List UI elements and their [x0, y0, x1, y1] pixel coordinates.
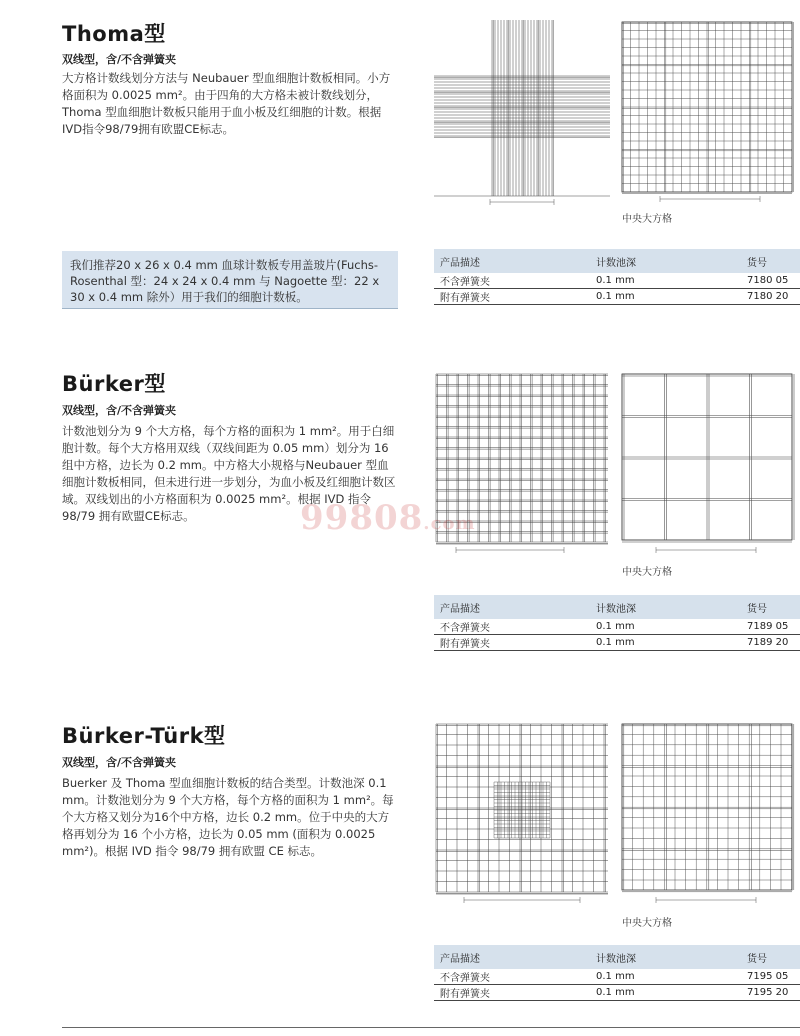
section-description: Buerker 及 Thoma 型血细胞计数板的结合类型。计数池深 0.1 mm。计数池划分为 9 个大方格，每个方格的面积为 1 mm²。每个大方格又划分为16个中方格，边长 0.2 mm。位于中央的大方格再划分为 16 个小方格，边长为 0.05 mm (面积为 0.0025 mm²)。根据 IVD 指令 98/79 拥有欧盟 CE 标志。: [62, 776, 394, 858]
table-row: [434, 289, 800, 305]
table-header-row: [434, 595, 800, 619]
table-row: [434, 619, 800, 635]
cell-depth: 0.1 mm: [590, 969, 741, 985]
section-description: 大方格计数线划分方法与 Neubauer 型血细胞计数板相同。小方格面积为 0.0025 mm²。由于四角的大方格未被计数线划分，Thoma 型血细胞计数板只能用于血小板及红细胞的计数。根据IVD指令98/79拥有欧盟CE标志。: [62, 71, 391, 136]
cell-item-number: 7195 20: [741, 985, 800, 1001]
col-header-item-number: 货号: [741, 945, 800, 969]
col-header-depth: 计数池深: [590, 945, 741, 969]
product-table: [434, 249, 800, 305]
cell-depth: 0.1 mm: [590, 273, 741, 289]
cell-item-number: 7180 20: [741, 289, 800, 305]
table-row: [434, 969, 800, 985]
table-header-row: [434, 249, 800, 273]
col-header-description: 产品描述: [434, 595, 590, 619]
cell-item-number: 7189 05: [741, 619, 800, 635]
table-row: [434, 635, 800, 651]
section-title: Bürker-Türk型: [62, 724, 226, 748]
section-subtitle: 双线型，含/不含弹簧夹: [62, 53, 177, 66]
cell-depth: 0.1 mm: [590, 985, 741, 1001]
cell-depth: 0.1 mm: [590, 289, 741, 305]
col-header-depth: 计数池深: [590, 595, 741, 619]
coverslip-recommendation-note: 我们推荐20 x 26 x 0.4 mm 血球计数板专用盖玻片(Fuchs-Rosenthal 型：24 x 24 x 0.4 mm 与 Nagoette 型：22 x 30 x 0.4 mm 除外）用于我们的细胞计数板。: [62, 251, 398, 309]
watermark: [300, 498, 476, 538]
section-subtitle: 双线型，含/不含弹簧夹: [62, 404, 177, 417]
watermark-suffix: .com: [423, 513, 476, 534]
cell-item-number: 7195 05: [741, 969, 800, 985]
cell-description: 不含弹簧夹: [434, 619, 590, 635]
cell-description: 附有弹簧夹: [434, 635, 590, 651]
product-table: [434, 595, 800, 651]
section-title: Thoma型: [62, 22, 166, 46]
cell-item-number: 7180 05: [741, 273, 800, 289]
cell-item-number: 7189 20: [741, 635, 800, 651]
col-header-item-number: 货号: [741, 595, 800, 619]
image-caption: 中央大方格: [622, 214, 672, 225]
section-description: 计数池划分为 9 个大方格，每个方格的面积为 1 mm²。用于白细胞计数。每个大方格用双线（双线间距为 0.05 mm）划分为 16 组中方格，边长为 0.2 mm。中方格大小规格与Neubauer 型血细胞计数板相同，但未进行进一步划分，为血小板及红细胞计数区域。双线划出的小方格面积为 0.0025 mm²。根据 IVD 指令 98/79 拥有欧盟CE标志。: [62, 424, 396, 523]
bottom-divider: [62, 1027, 800, 1028]
thoma-central-grid-image: [620, 20, 795, 206]
cell-depth: 0.1 mm: [590, 619, 741, 635]
col-header-depth: 计数池深: [590, 249, 741, 273]
table-header-row: [434, 945, 800, 969]
thoma-overview-grid-image: [434, 20, 610, 206]
col-header-description: 产品描述: [434, 945, 590, 969]
burker-turk-central-grid-image: [620, 722, 795, 910]
image-caption: 中央大方格: [622, 918, 672, 929]
burker-turk-overview-grid-image: [434, 722, 610, 910]
table-row: [434, 273, 800, 289]
col-header-item-number: 货号: [741, 249, 800, 273]
table-row: [434, 985, 800, 1001]
col-header-description: 产品描述: [434, 249, 590, 273]
section-title: Bürker型: [62, 372, 166, 396]
burker-central-grid-image: [620, 372, 795, 560]
watermark-main: 99808: [300, 498, 424, 538]
product-table: [434, 945, 800, 1001]
section-subtitle: 双线型，含/不含弹簧夹: [62, 756, 177, 769]
cell-description: 附有弹簧夹: [434, 289, 590, 305]
cell-description: 附有弹簧夹: [434, 985, 590, 1001]
cell-description: 不含弹簧夹: [434, 969, 590, 985]
cell-description: 不含弹簧夹: [434, 273, 590, 289]
cell-depth: 0.1 mm: [590, 635, 741, 651]
image-caption: 中央大方格: [622, 567, 672, 578]
